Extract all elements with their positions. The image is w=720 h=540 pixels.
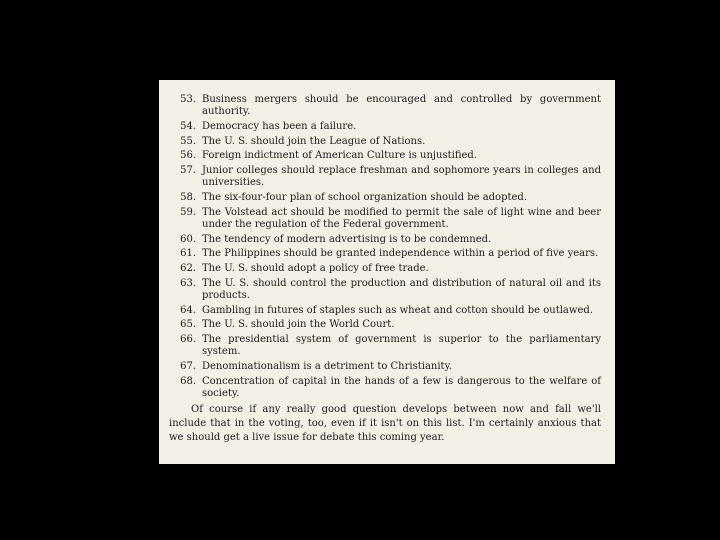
item-number: 65.	[180, 319, 196, 331]
item-text: Democracy has been a failure.	[202, 120, 357, 132]
closing-paragraph: Of course if any really good question develops between now and fall we'll include that in the voting, too, even if it isn't on this list. I'm certainly anxious that we should get a live issue for debate this coming year.	[169, 403, 601, 444]
list-item	[169, 319, 601, 331]
item-text: The Philippines should be granted independence within a period of five years.	[202, 248, 599, 260]
question-list	[169, 94, 601, 400]
list-item	[169, 94, 601, 119]
item-number: 63.	[180, 277, 196, 289]
list-item	[169, 234, 601, 246]
item-number: 68.	[180, 375, 196, 387]
item-text: The U. S. should join the World Court.	[202, 319, 395, 331]
item-number: 55.	[180, 135, 196, 147]
item-number: 60.	[180, 233, 196, 245]
list-item	[169, 165, 601, 190]
item-number: 59.	[180, 206, 196, 218]
list-item	[169, 334, 601, 359]
scanned-page	[159, 80, 615, 464]
item-text: Gambling in futures of staples such as wheat and cotton should be outlawed.	[202, 304, 593, 316]
list-item	[169, 150, 601, 162]
list-item	[169, 207, 601, 232]
item-number: 58.	[180, 192, 196, 204]
item-text: Denominationalism is a detriment to Christianity.	[202, 361, 453, 373]
list-item	[169, 136, 601, 148]
list-item	[169, 376, 601, 401]
item-number: 53.	[180, 94, 196, 105]
item-number: 64.	[180, 304, 196, 316]
item-number: 54.	[180, 120, 196, 132]
item-text: Junior colleges should replace freshman and sophomore years in colleges and universities.	[202, 165, 601, 189]
list-item	[169, 278, 601, 303]
item-number: 67.	[180, 361, 196, 373]
list-item	[169, 305, 601, 317]
item-text: The six-four-four plan of school organization should be adopted.	[202, 192, 527, 204]
item-text: The Volstead act should be modified to permit the sale of light wine and beer under the regulation of the Federal government.	[202, 206, 601, 231]
item-text: The presidential system of government is superior to the parliamentary system.	[202, 334, 601, 358]
list-item	[169, 361, 601, 373]
item-text: Business mergers should be encouraged and controlled by government authority.	[202, 94, 601, 118]
item-number: 57.	[180, 165, 196, 177]
item-number: 62.	[180, 263, 196, 275]
item-text: Foreign indictment of American Culture is unjustified.	[202, 150, 477, 162]
item-number: 61.	[180, 248, 196, 260]
item-number: 66.	[180, 334, 196, 346]
item-text: The U. S. should adopt a policy of free trade.	[202, 263, 429, 275]
item-text: The tendency of modern advertising is to be condemned.	[202, 233, 492, 245]
list-item	[169, 248, 601, 260]
item-text: The U. S. should join the League of Nations.	[202, 135, 426, 147]
item-number: 56.	[180, 150, 196, 162]
item-text: Concentration of capital in the hands of a few is dangerous to the welfare of society.	[202, 375, 601, 400]
item-text: The U. S. should control the production and distribution of natural oil and its products.	[202, 277, 601, 302]
list-item	[169, 192, 601, 204]
list-item	[169, 263, 601, 275]
list-item	[169, 121, 601, 133]
